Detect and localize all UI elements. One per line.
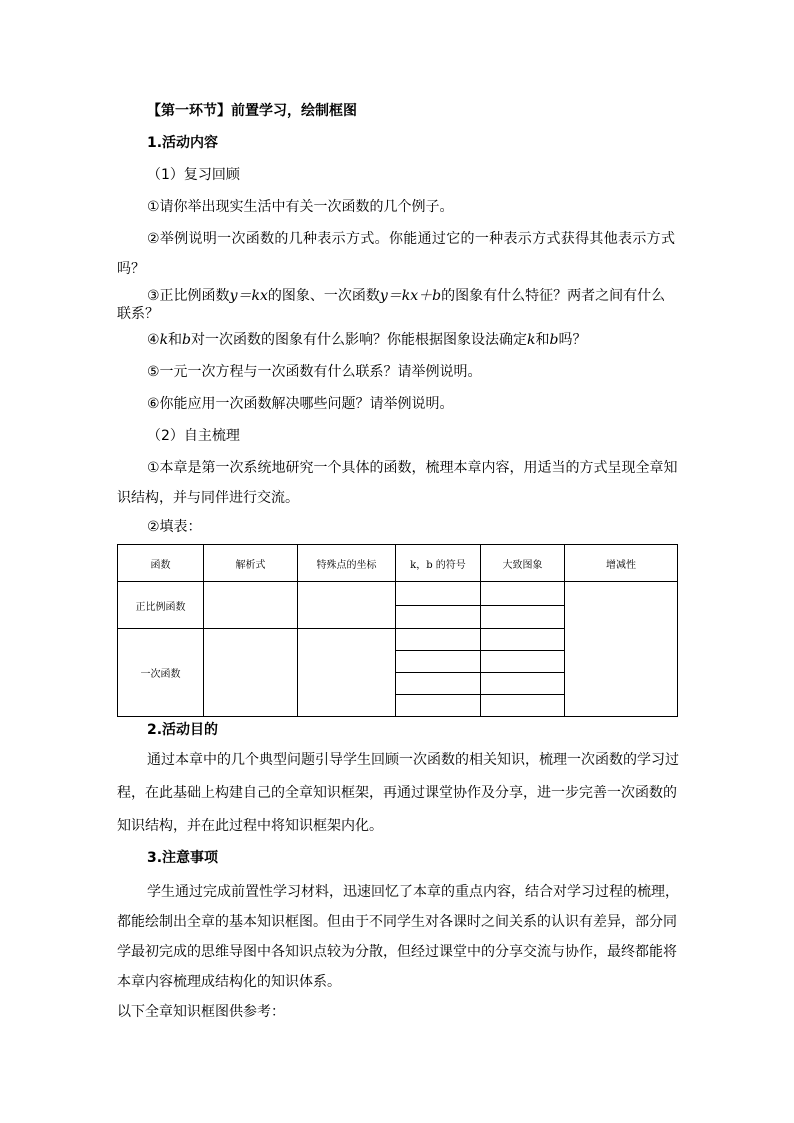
paragraph-notes-line-4: 本章内容梳理成结构化的知识体系。 [117,974,341,990]
heading-activity-purpose: 2.活动目的 [147,722,219,738]
header-function: 函数 [118,545,204,582]
header-expression: 解析式 [204,545,298,582]
cell-blank[interactable] [298,629,396,717]
row-label-linear: 一次函数 [118,629,204,717]
heading-activity-content: 1.活动内容 [147,135,219,151]
question-3-text-a: ③正比例函数 [147,288,230,304]
cell-blank[interactable] [565,582,678,717]
question-2-line-2: 吗？ [117,261,145,277]
question-4-text-c: 对一次函数的图象有什么影响？你能根据图象设法确定 [191,332,528,348]
symbol-k-2: k [527,332,536,348]
paragraph-purpose-line-2: 程，在此基础上构建自己的全章知识框架，再通过课堂协作及分享，进一步完善一次函数的 [117,785,677,801]
question-5: ⑤一元一次方程与一次函数有什么联系？请举例说明。 [147,364,482,380]
cell-blank[interactable] [481,695,565,717]
paragraph-notes-line-3: 学最初完成的思维导图中各知识点较为分散，但经过课堂中的分享交流与协作，最终都能将 [117,944,677,960]
header-kb-signs: k，b 的符号 [396,545,481,582]
cell-blank[interactable] [298,582,396,629]
symbol-b-2: b [549,332,559,348]
question-3-text-c: 的图象有什么特征？两者之间有什么 [441,288,666,304]
header-special-points: 特殊点的坐标 [298,545,396,582]
paragraph-notes-line-1: 学生通过完成前置性学习材料，迅速回忆了本章的重点内容，结合对学习过程的梳理， [147,884,679,900]
header-monotonicity: 增减性 [565,545,678,582]
paragraph-notes-line-2: 都能绘制出全章的基本知识框图。但由于不同学生对各课时之间关系的认识有差异，部分同 [117,914,677,930]
question-1: ①请你举出现实生活中有关一次函数的几个例子。 [147,199,454,215]
paragraph-purpose-line-3: 知识结构，并在此过程中将知识框架内化。 [117,818,383,834]
symbol-b: b [182,332,192,348]
cell-blank[interactable] [396,606,481,629]
paragraph-organize-line-1: ①本章是第一次系统地研究一个具体的函数，梳理本章内容，用适当的方式呈现全章知 [147,460,678,476]
question-3-text-b: 的图象、一次函数 [267,288,380,304]
fill-table-label: ②填表： [147,519,202,535]
cell-blank[interactable] [396,582,481,606]
question-4-text-b: 和 [168,332,183,348]
cell-blank[interactable] [481,651,565,673]
symbol-k: k [159,332,169,348]
row-label-proportional: 正比例函数 [118,582,204,629]
subheading-self-organize: （2）自主梳理 [147,428,240,444]
cell-blank[interactable] [481,606,565,629]
heading-notes: 3.注意事项 [147,850,219,866]
cell-blank[interactable] [396,695,481,717]
paragraph-organize-line-2: 识结构，并与同伴进行交流。 [117,490,299,506]
cell-blank[interactable] [481,629,565,651]
header-rough-graph: 大致图象 [481,545,565,582]
cell-blank[interactable] [481,582,565,606]
cell-blank[interactable] [204,629,298,717]
paragraph-purpose-line-1: 通过本章中的几个典型问题引导学生回顾一次函数的相关知识，梳理一次函数的学习过 [147,752,679,768]
question-4-text-d: 和 [535,332,550,348]
question-3-line-1 [147,286,665,306]
formula-proportional: y＝kx [229,288,268,304]
cell-blank[interactable] [481,673,565,695]
question-4 [147,330,586,350]
reference-note: 以下全章知识框图供参考： [117,1004,285,1020]
question-4-text-e: 吗？ [558,332,587,348]
subheading-review: （1）复习回顾 [147,167,240,183]
question-4-text-a: ④ [147,332,160,348]
cell-blank[interactable] [396,651,481,673]
question-3-line-2: 联系？ [117,306,159,322]
cell-blank[interactable] [396,673,481,695]
question-2-line-1: ②举例说明一次函数的几种表示方式。你能通过它的一种表示方式获得其他表示方式 [147,231,675,247]
cell-blank[interactable] [204,582,298,629]
fill-in-table [117,544,678,717]
formula-linear: y＝kx＋b [379,288,442,304]
cell-blank[interactable] [396,629,481,651]
section-title: 【第一环节】前置学习，绘制框图 [147,103,357,119]
question-6: ⑥你能应用一次函数解决哪些问题？请举例说明。 [147,396,454,412]
